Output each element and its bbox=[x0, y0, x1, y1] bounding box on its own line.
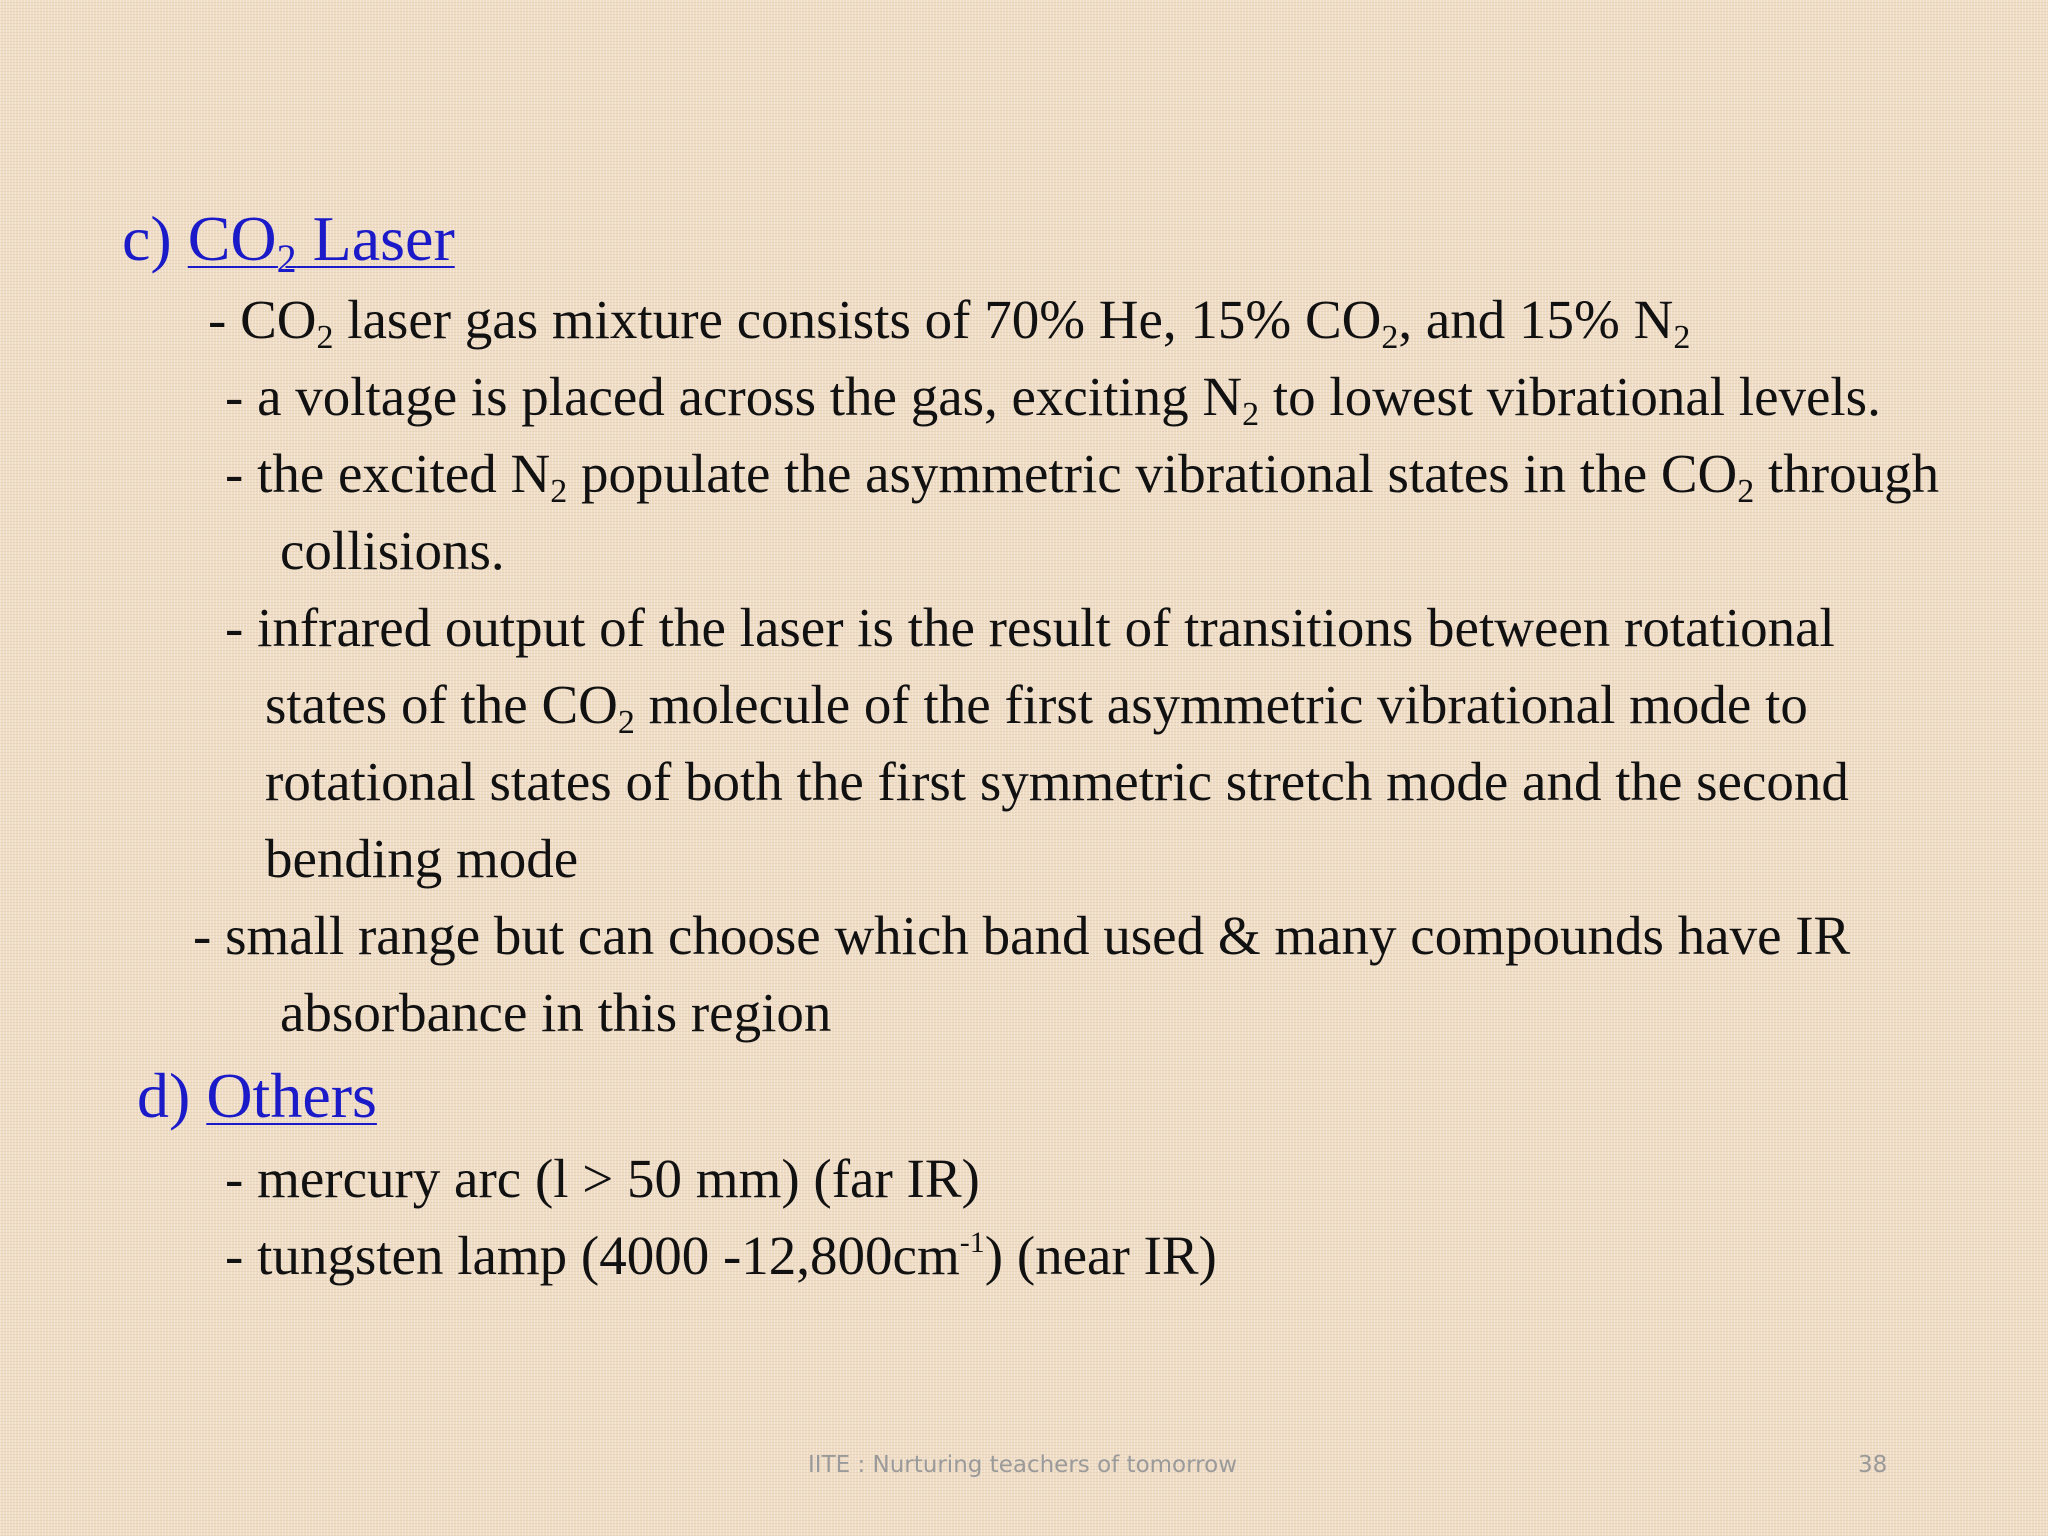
others-line-mercury-arc: - mercury arc (l > 50 mm) (far IR) bbox=[225, 1148, 980, 1209]
page-number: 38 bbox=[1858, 1452, 1888, 1478]
others-line-tungsten-lamp: - tungsten lamp (4000 $-12,800cm^{-1}$) (near IR) bbox=[225, 1225, 1217, 1286]
co2-line-bending-mode: bending mode bbox=[265, 828, 579, 889]
co2-line-voltage: - a voltage is placed across the gas, exciting $N_2$ to lowest vibrational levels. bbox=[225, 366, 1881, 433]
co2-line-rotational-states: rotational states of both the first symmetric stretch mode and the second bbox=[265, 751, 1849, 812]
section-c-heading bbox=[122, 203, 455, 281]
co2-line-infrared-output: - infrared output of the laser is the result of transitions between rotational bbox=[225, 597, 1835, 658]
footer-text: IITE : Nurturing teachers of tomorrow bbox=[808, 1452, 1238, 1478]
section-d-heading bbox=[137, 1060, 377, 1131]
co2-line-absorbance: absorbance in this region bbox=[280, 982, 832, 1043]
co2-laser-link[interactable]: $CO_2$ Laser bbox=[187, 203, 455, 281]
others-link[interactable]: Others bbox=[206, 1060, 377, 1131]
section-d-prefix: d) bbox=[137, 1060, 207, 1131]
co2-line-small-range: - small range but can choose which band used & many compounds have IR bbox=[193, 905, 1851, 966]
co2-line-excited-n2: - the excited $N_2$ populate the asymmetric vibrational states in the $CO_2$ through bbox=[225, 443, 1940, 510]
section-c-prefix: c) bbox=[122, 203, 188, 274]
co2-line-states-of-co2: states of the $CO_2$ molecule of the first asymmetric vibrational mode to bbox=[265, 674, 1808, 741]
co2-line-collisions: collisions. bbox=[280, 520, 505, 581]
co2-line-gas-mixture: - $CO_2$ laser gas mixture consists of 70% He, 15% $CO_2$, and 15% $N_2$ bbox=[208, 289, 1691, 356]
